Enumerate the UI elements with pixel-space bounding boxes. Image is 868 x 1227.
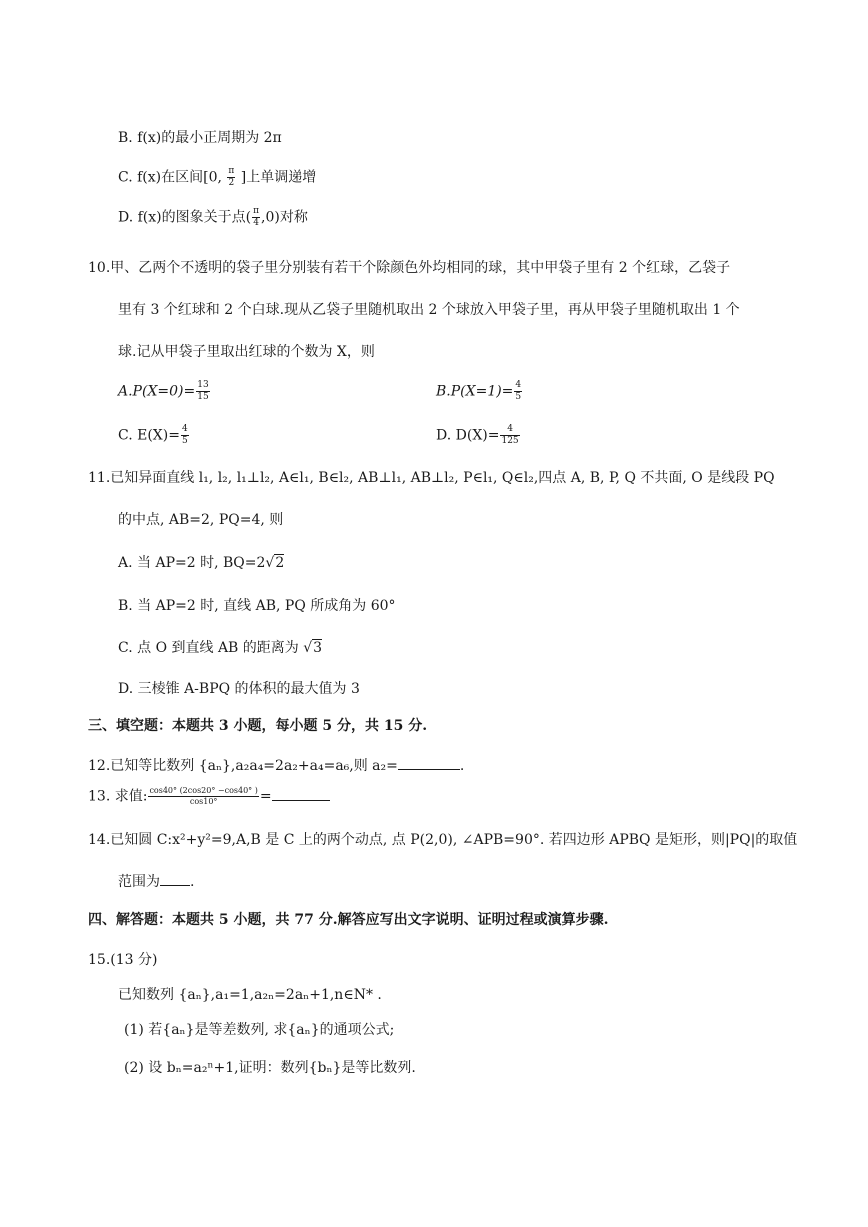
q10-option-a: A.P(X=0)= $\frac{13}{15}$ bbox=[118, 380, 209, 402]
q9-option-d-text: D. f(x)的图象关于点( bbox=[118, 209, 252, 226]
q11-option-c: C. 点 O 到直线 AB 的距离为 √3 bbox=[118, 640, 323, 656]
q10-option-a-fraction: $\frac{13}{15}$ bbox=[197, 380, 209, 402]
q10-option-b-fraction: $\frac{4}{5}$ bbox=[515, 380, 522, 402]
q9-option-c-fraction: $\frac{\pi}{2}$ bbox=[228, 166, 235, 188]
q9-option-d-text-end: ,0)对称 bbox=[261, 209, 308, 226]
q13-fraction: $\frac{\cos 40^\circ (2\cos 20^\circ -\cos 40^\circ )}{\cos 10^\circ}$ bbox=[149, 786, 258, 806]
q15-stem: 已知数列 {aₙ},a₁=1,a₂ₙ=2aₙ+1,n∈N* . bbox=[118, 987, 382, 1003]
answer-blank[interactable] bbox=[160, 873, 190, 886]
q15-header: 15.(13 分) bbox=[88, 952, 158, 968]
q9-option-d bbox=[118, 206, 308, 229]
q13-stem: 13. 求值: $\frac{\cos 40^\circ (2\cos 20^\circ -\cos 40^\circ )}{\cos 10^\circ}$ = bbox=[88, 786, 330, 807]
q15-part-2: (2) 设 bₙ=a₂ⁿ+1,证明：数列{bₙ}是等比数列. bbox=[124, 1060, 416, 1076]
q10-option-d: D. D(X)= $\frac{4}{125}$ bbox=[436, 424, 519, 446]
q10-stem-line-3: 球.记从甲袋子里取出红球的个数为 X，则 bbox=[118, 344, 375, 360]
answer-blank[interactable] bbox=[398, 757, 460, 770]
q10-stem-line-2: 里有 3 个红球和 2 个白球.现从乙袋子里随机取出 2 个球放入甲袋子里，再从甲袋子里随机取出 1 个 bbox=[118, 302, 740, 318]
q11-stem-line-1: 11.已知异面直线 l₁, l₂, l₁⊥l₂, A∈l₁, B∈l₂, AB⊥l₁, AB⊥l₂, P∈l₁, Q∈l₂,四点 A, B, P, Q 不共面, O 是线段 PQ bbox=[88, 470, 775, 486]
q9-option-b: B. f(x)的最小正周期为 2π bbox=[118, 130, 282, 146]
section-4-heading: 四、解答题：本题共 5 小题，共 77 分.解答应写出文字说明、证明过程或演算步骤. bbox=[88, 912, 609, 928]
q10-stem-line-1: 10.甲、乙两个不透明的袋子里分别装有若干个除颜色外均相同的球，其中甲袋子里有 2 个红球，乙袋子 bbox=[88, 260, 731, 276]
q11-stem-line-2: 的中点, AB=2, PQ=4, 则 bbox=[118, 512, 284, 528]
q9-option-d-fraction: $\frac{\pi}{4}$ bbox=[253, 206, 260, 228]
sqrt-symbol: √2 bbox=[265, 555, 285, 571]
q11-option-a: A. 当 AP=2 时, BQ=2√2 bbox=[118, 555, 285, 571]
q15-part-1: (1) 若{aₙ}是等差数列, 求{aₙ}的通项公式; bbox=[124, 1022, 395, 1038]
q10-option-d-fraction: $\frac{4}{125}$ bbox=[501, 424, 519, 446]
q10-option-c: C. E(X)= $\frac{4}{5}$ bbox=[118, 424, 188, 446]
q9-option-c bbox=[118, 166, 316, 189]
q11-option-b: B. 当 AP=2 时, 直线 AB, PQ 所成角为 60° bbox=[118, 598, 396, 614]
q9-option-c-text: C. f(x)在区间[0, bbox=[118, 169, 227, 186]
q9-option-c-text-end: ]上单调递增 bbox=[236, 169, 317, 186]
q10-option-c-fraction: $\frac{4}{5}$ bbox=[181, 424, 188, 446]
answer-blank[interactable] bbox=[272, 788, 330, 801]
q14-stem-line-2: 范围为 . bbox=[118, 874, 195, 890]
sqrt-symbol: √3 bbox=[303, 640, 323, 656]
q12-stem: 12.已知等比数列 {aₙ},a₂a₄=2a₂+a₄=a₆,则 a₂= . bbox=[88, 758, 465, 774]
q14-stem-line-1: 14.已知圆 C:x²+y²=9,A,B 是 C 上的两个动点, 点 P(2,0), ∠APB=90°. 若四边形 APBQ 是矩形，则|PQ|的取值 bbox=[88, 832, 798, 848]
section-3-heading: 三、填空题：本题共 3 小题，每小题 5 分，共 15 分. bbox=[88, 718, 428, 734]
q11-option-d: D. 三棱锥 A-BPQ 的体积的最大值为 3 bbox=[118, 681, 360, 697]
q10-option-b: B.P(X=1)= $\frac{4}{5}$ bbox=[436, 380, 522, 402]
